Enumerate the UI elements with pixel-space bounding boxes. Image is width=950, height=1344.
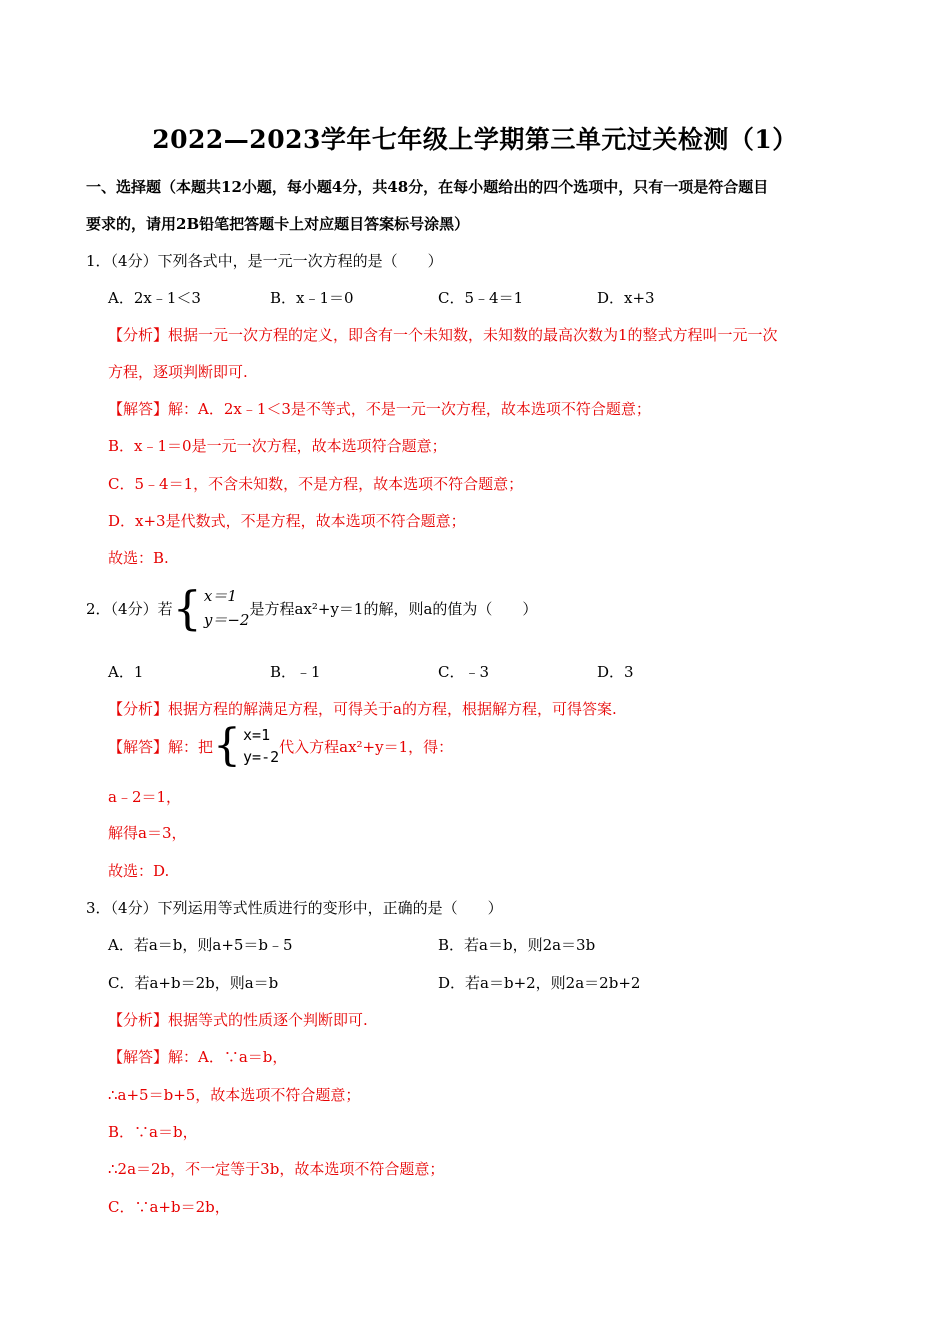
- equation-system-image: [213, 720, 280, 771]
- question-2-analysis: 【分析】根据方程的解满足方程，可得关于a的方程，根据解方程，可得答案.: [108, 700, 617, 718]
- equation-system-line1: x＝1: [203, 587, 237, 605]
- question-1-option-d: D．x+3: [597, 289, 655, 307]
- question-1-option-a: A．2x﹣1＜3: [108, 289, 201, 307]
- question-1-solution-line4: D．x+3是代数式，不是方程，故本选项不符合题意；: [108, 512, 466, 530]
- question-3-analysis: 【分析】根据等式的性质逐个判断即可.: [108, 1011, 368, 1029]
- question-1-solution-line1: 【解答】解：A．2x﹣1＜3是不等式，不是一元一次方程，故本选项不符合题意；: [108, 400, 651, 418]
- question-2-solution-line3: 解得a＝3，: [108, 824, 187, 842]
- question-1-option-b: B．x﹣1＝0: [270, 289, 354, 307]
- brace-icon: {: [213, 720, 242, 771]
- question-3-stem: 3．（4分）下列运用等式性质进行的变形中，正确的是（ ）: [86, 899, 503, 917]
- question-2-option-b: B．﹣1: [270, 663, 321, 681]
- question-3-solution-line2: ∴a+5＝b+5，故本选项不符合题意；: [108, 1086, 361, 1104]
- question-3-solution-line4: ∴2a＝2b，不一定等于3b，故本选项不符合题意；: [108, 1160, 445, 1178]
- section-heading-line2: 要求的，请用2B铅笔把答题卡上对应题目答案标号涂黑）: [86, 215, 470, 233]
- question-2-stem-prefix: 2．（4分）若: [86, 599, 173, 618]
- page-title: 2022—2023学年七年级上学期第三单元过关检测（1）: [152, 125, 798, 154]
- question-1-solution-line2: B．x﹣1＝0是一元一次方程，故本选项符合题意；: [108, 437, 447, 455]
- question-1-stem: 1．（4分）下列各式中，是一元一次方程的是（ ）: [86, 252, 443, 270]
- question-2-solution-suffix: 代入方程ax²+y＝1，得：: [279, 737, 454, 756]
- question-2-option-a: A．1: [108, 663, 144, 681]
- question-2-solution-line2: a﹣2＝1，: [108, 788, 182, 806]
- question-2-stem: [86, 581, 538, 635]
- question-2-solution-prefix: 【解答】解：把: [108, 737, 214, 756]
- question-3-option-a: A．若a＝b，则a+5＝b﹣5: [108, 936, 293, 954]
- question-1-solution-line5: 故选：B.: [108, 549, 169, 567]
- equation-system-line2: y＝−2: [203, 611, 250, 629]
- equation-system-image-line2: y=-2: [243, 748, 280, 766]
- question-1-analysis-line2: 方程，逐项判断即可.: [108, 363, 248, 381]
- question-1-option-c: C．5﹣4＝1: [438, 289, 524, 307]
- question-3-solution-line1: 【解答】解：A．∵a＝b，: [108, 1048, 288, 1066]
- section-heading-line1: 一、选择题（本题共12小题，每小题4分，共48分，在每小题给出的四个选项中，只有一项是符合题目: [86, 178, 769, 196]
- question-3-option-b: B．若a＝b，则2a＝3b: [438, 936, 596, 954]
- question-2-solution-line4: 故选：D.: [108, 862, 170, 880]
- question-1-solution-line3: C．5﹣4＝1，不含未知数，不是方程，故本选项不符合题意；: [108, 475, 524, 493]
- question-3-option-c: C．若a+b＝2b，则a＝b: [108, 974, 279, 992]
- question-2-option-d: D．3: [597, 663, 634, 681]
- question-2-solution-line1: [108, 720, 454, 771]
- equation-system-image-line1: x=1: [243, 726, 271, 744]
- question-3-option-d: D．若a＝b+2，则2a＝2b+2: [438, 974, 641, 992]
- question-3-solution-line3: B．∵a＝b，: [108, 1123, 198, 1141]
- question-2-option-c: C．﹣3: [438, 663, 490, 681]
- brace-icon: {: [172, 581, 202, 635]
- question-1-analysis-line1: 【分析】根据一元一次方程的定义，即含有一个未知数，未知数的最高次数为1的整式方程叫一元一次: [108, 326, 778, 344]
- equation-system: [172, 581, 250, 635]
- question-3-solution-line5: C．∵a+b＝2b，: [108, 1198, 230, 1216]
- question-2-stem-suffix: 是方程ax²+y＝1的解，则a的值为（ ）: [249, 599, 538, 618]
